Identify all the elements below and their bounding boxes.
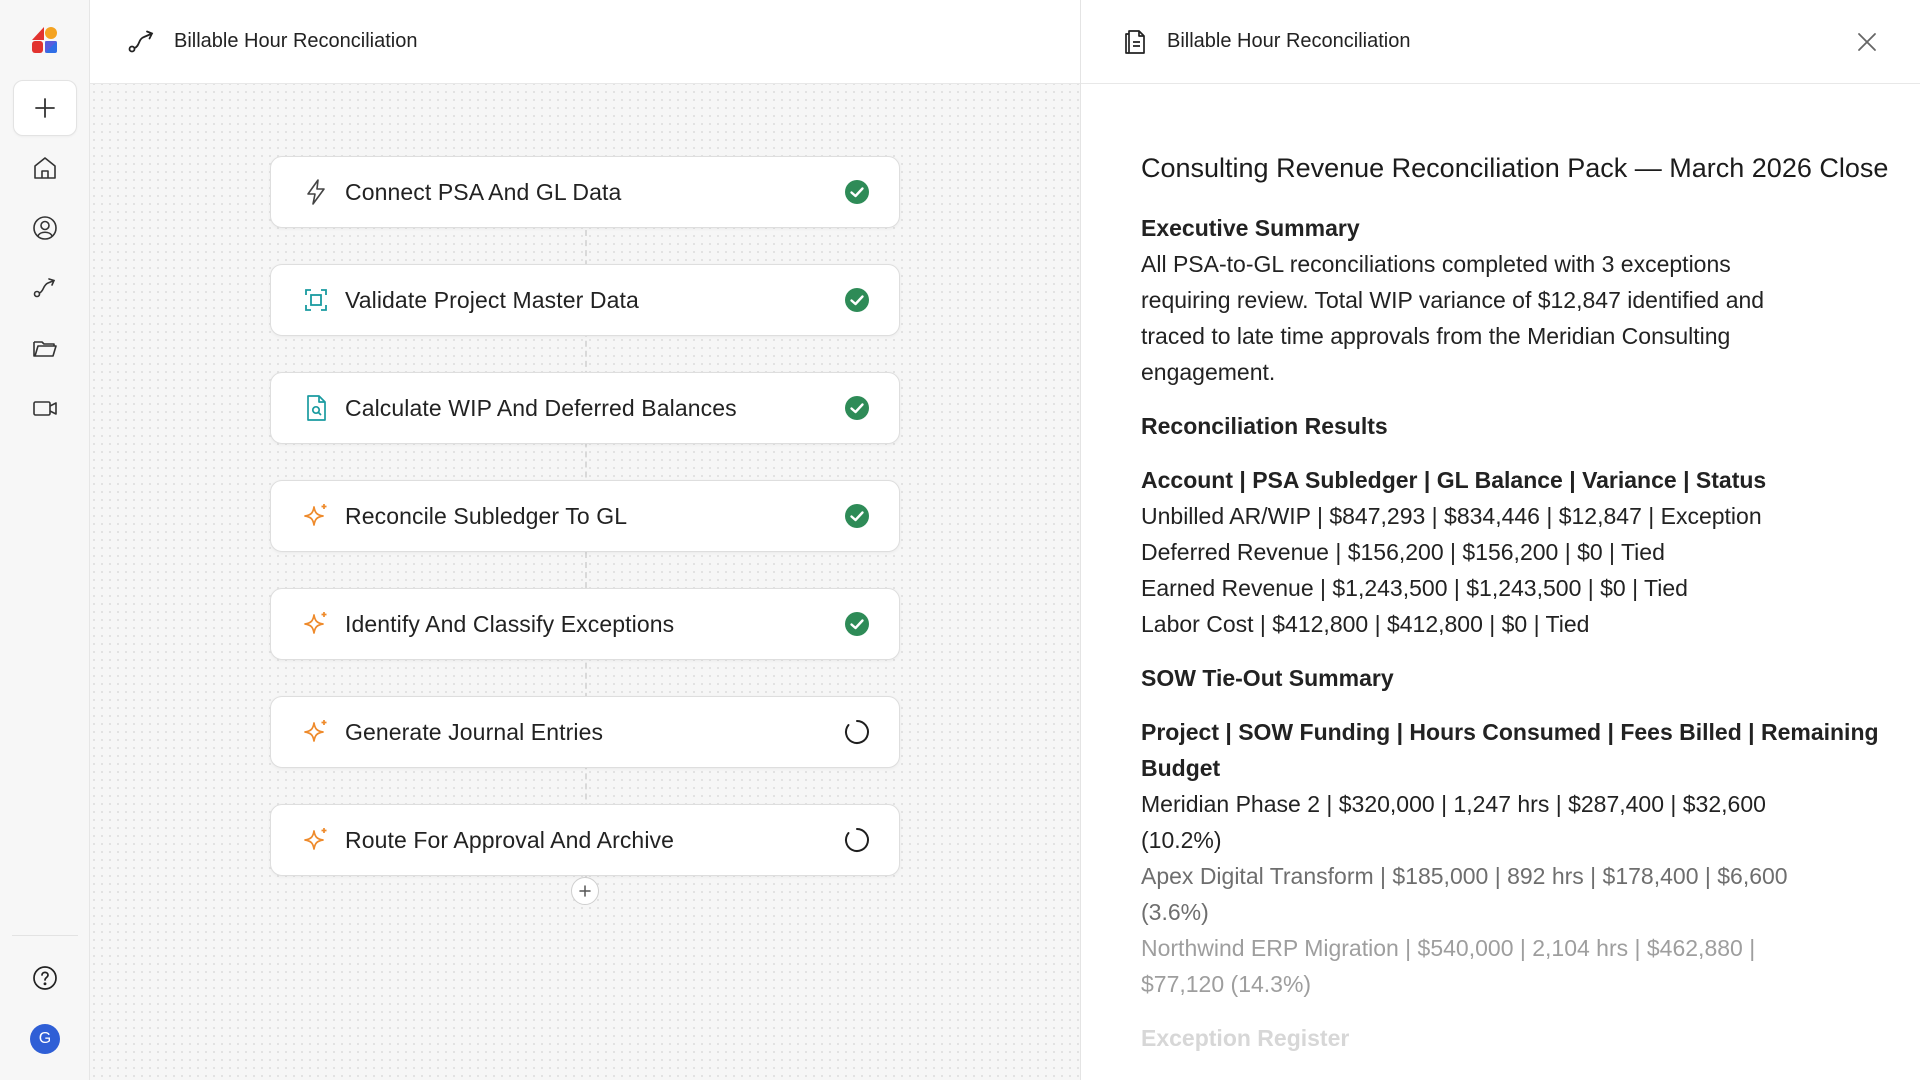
step-label: Generate Journal Entries (345, 718, 604, 745)
folder-icon (30, 333, 60, 363)
rail-divider (12, 935, 78, 936)
check-circle-icon (843, 286, 871, 314)
workflow-title: Billable Hour Reconciliation (174, 30, 418, 52)
reconciliation-table-header: Account | PSA Subledger | GL Balance | Variance | Status (1141, 467, 1767, 493)
workflow-step[interactable] (270, 696, 900, 768)
home-button[interactable] (13, 140, 77, 196)
canvas-header (90, 0, 1080, 84)
workflow-step[interactable] (270, 480, 900, 552)
sparkle-icon (301, 609, 331, 639)
check-circle-icon (843, 502, 871, 530)
plus-icon (30, 93, 60, 123)
sparkle-icon (301, 717, 331, 747)
sow-row: $77,120 (14.3%) (1141, 971, 1312, 997)
recordings-button[interactable] (13, 380, 77, 436)
sow-table-header: Project | SOW Funding | Hours Consumed | Fees Billed | Remaining (1141, 719, 1879, 745)
document-heading: Consulting Revenue Reconciliation Pack — March 2026 Close (1141, 153, 1889, 183)
sow-row: (3.6%) (1141, 899, 1209, 925)
sow-heading: SOW Tie-Out Summary (1141, 665, 1394, 691)
check-circle-icon (843, 610, 871, 638)
reconciliation-heading: Reconciliation Results (1141, 413, 1388, 439)
user-circle-icon (30, 213, 60, 243)
check-circle-icon (843, 394, 871, 422)
sow-row: Northwind ERP Migration | $540,000 | 2,104 hrs | $462,880 | (1141, 935, 1756, 961)
sow-row: (10.2%) (1141, 827, 1222, 853)
help-icon (30, 963, 60, 993)
check-circle-icon (843, 178, 871, 206)
sow-row: Meridian Phase 2 | $320,000 | 1,247 hrs | $287,400 | $32,600 (1141, 791, 1766, 817)
lightning-icon (301, 177, 331, 207)
close-icon[interactable] (1853, 28, 1881, 56)
workflow-step[interactable] (270, 372, 900, 444)
workflow-step[interactable] (270, 804, 900, 876)
sow-row: Apex Digital Transform | $185,000 | 892 hrs | $178,400 | $6,600 (1141, 863, 1788, 889)
scan-icon (301, 285, 331, 315)
executive-summary-line: requiring review. Total WIP variance of $12,847 identified and (1141, 287, 1765, 313)
workflows-button[interactable] (13, 260, 77, 316)
plus-icon (577, 883, 593, 899)
step-label: Route For Approval And Archive (345, 826, 675, 853)
document-search-icon (301, 393, 331, 423)
left-rail (0, 0, 90, 1080)
help-button[interactable] (13, 950, 77, 1006)
video-icon (30, 393, 60, 423)
workflow-icon (126, 26, 158, 58)
reconciliation-row: Earned Revenue | $1,243,500 | $1,243,500 | $0 | Tied (1141, 575, 1688, 601)
sow-table-header: Budget (1141, 755, 1221, 781)
document-panel (1080, 0, 1920, 1080)
executive-summary-line: traced to late time approvals from the Meridian Consulting (1141, 323, 1731, 349)
sparkle-icon (301, 825, 331, 855)
document-body (1141, 150, 1901, 1056)
user-avatar[interactable]: G (30, 1024, 60, 1054)
step-label: Identify And Classify Exceptions (345, 610, 675, 637)
loading-spinner-icon (843, 718, 871, 746)
executive-summary-line: All PSA-to-GL reconciliations completed with 3 exceptions (1141, 251, 1731, 277)
loading-spinner-icon (843, 826, 871, 854)
document-icon (1121, 28, 1149, 56)
step-label: Calculate WIP And Deferred Balances (345, 394, 737, 421)
executive-summary-heading: Executive Summary (1141, 215, 1360, 241)
step-label: Validate Project Master Data (345, 286, 639, 313)
panel-title: Billable Hour Reconciliation (1167, 30, 1411, 52)
workflow-step[interactable] (270, 264, 900, 336)
sparkle-icon (301, 501, 331, 531)
workflow-icon (30, 273, 60, 303)
step-label: Connect PSA And GL Data (345, 178, 622, 205)
workflow-step[interactable] (270, 588, 900, 660)
panel-header (1081, 0, 1920, 84)
reconciliation-row: Unbilled AR/WIP | $847,293 | $834,446 | $12,847 | Exception (1141, 503, 1762, 529)
step-label: Reconcile Subledger To GL (345, 502, 628, 529)
profile-button[interactable] (13, 200, 77, 256)
add-step-button[interactable] (571, 877, 599, 905)
reconciliation-row: Labor Cost | $412,800 | $412,800 | $0 | Tied (1141, 611, 1590, 637)
reconciliation-row: Deferred Revenue | $156,200 | $156,200 | $0 | Tied (1141, 539, 1665, 565)
app-logo[interactable] (29, 24, 61, 56)
home-icon (30, 153, 60, 183)
workflow-canvas (90, 0, 1080, 1080)
workflow-step[interactable] (270, 156, 900, 228)
files-button[interactable] (13, 320, 77, 376)
exception-register-heading: Exception Register (1141, 1025, 1350, 1051)
executive-summary-line: engagement. (1141, 359, 1276, 385)
new-button[interactable] (13, 80, 77, 136)
